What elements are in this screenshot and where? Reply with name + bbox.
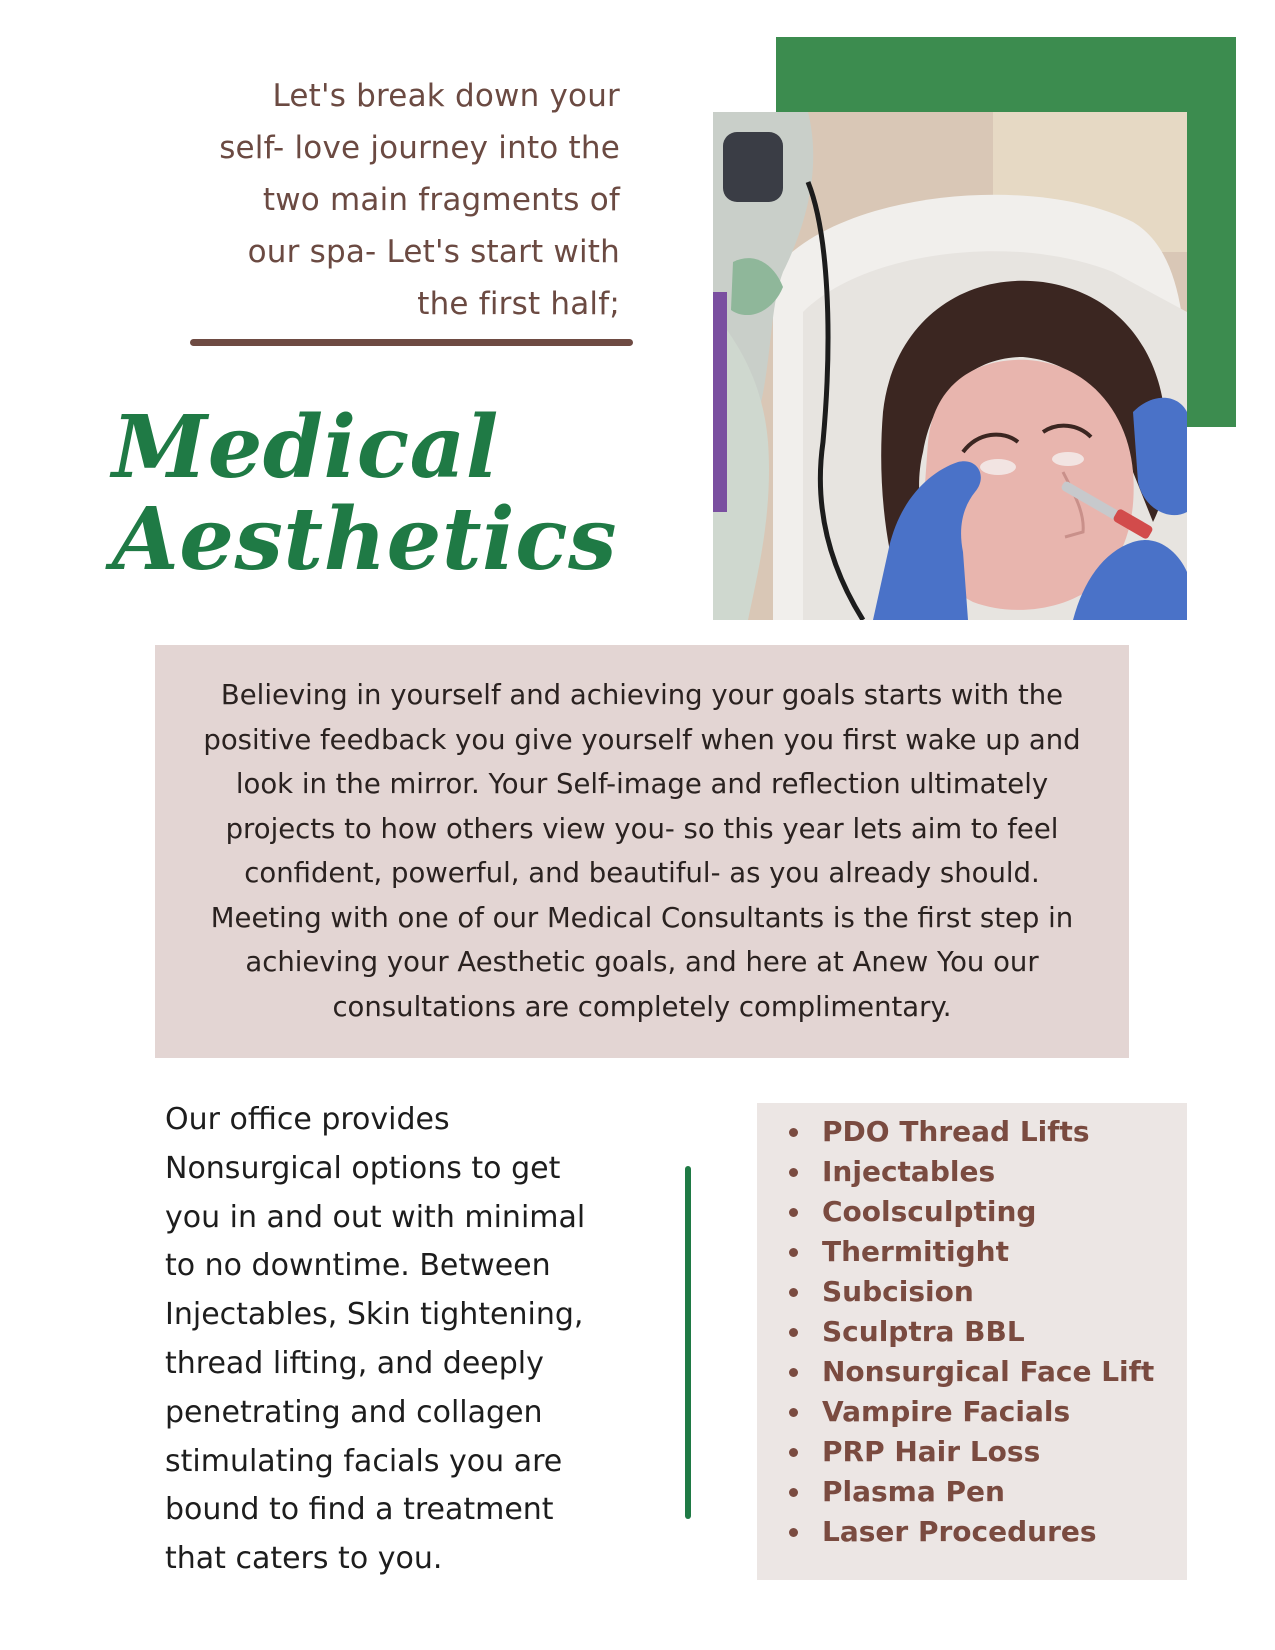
page-title	[112, 397, 618, 590]
philosophy-line: Believing in yourself and achieving your goals starts with the	[220, 679, 1064, 711]
intro-line: two main fragments of	[262, 182, 620, 218]
intro-line: self- love journey into the	[219, 130, 620, 166]
service-item: Nonsurgical Face Lift	[787, 1352, 1187, 1392]
office-line: Our office provides	[165, 1102, 450, 1137]
vertical-divider	[685, 1166, 691, 1519]
office-line: penetrating and collagen	[165, 1394, 543, 1430]
office-line: to no downtime. Between	[165, 1248, 551, 1284]
service-item: Vampire Facials	[787, 1392, 1187, 1432]
service-item: PRP Hair Loss	[787, 1432, 1187, 1472]
intro-line: the first half;	[417, 286, 620, 322]
philosophy-line: look in the mirror. Your Self-image and reflection ultimately	[235, 768, 1049, 800]
intro-line: Let's break down your	[272, 78, 620, 114]
services-list-box	[757, 1103, 1187, 1580]
service-item: Subcision	[787, 1272, 1187, 1312]
philosophy-line: confident, powerful, and beautiful- as you already should.	[244, 857, 1040, 889]
philosophy-line: projects to how others view you- so this year lets aim to feel	[225, 812, 1059, 845]
office-line: that caters to you.	[165, 1541, 443, 1577]
office-line: you in and out with minimal	[165, 1199, 586, 1235]
philosophy-line: positive feedback you give yourself when you first wake up and	[203, 723, 1081, 756]
service-item: PDO Thread Lifts	[787, 1112, 1187, 1152]
service-item: Thermitight	[787, 1232, 1187, 1272]
service-item: Plasma Pen	[787, 1472, 1187, 1512]
philosophy-line: Meeting with one of our Medical Consultants is the first step in	[210, 901, 1074, 934]
photo-illustration	[713, 112, 1187, 620]
office-line: Injectables, Skin tightening,	[165, 1297, 584, 1333]
title-line-2: Aesthetics	[112, 489, 618, 590]
services-list	[787, 1112, 1187, 1552]
intro-line: our spa- Let's start with	[247, 234, 620, 270]
title-line-1: Medical	[112, 397, 499, 498]
intro-text	[150, 70, 620, 330]
office-description	[165, 1096, 635, 1584]
philosophy-line: achieving your Aesthetic goals, and here at Anew You our	[245, 946, 1039, 978]
philosophy-text-box	[155, 645, 1129, 1058]
aesthetic-injection-photo	[713, 112, 1187, 620]
service-item: Sculptra BBL	[787, 1312, 1187, 1352]
office-line: stimulating facials you are	[165, 1443, 563, 1479]
philosophy-line: consultations are completely complimentary.	[332, 990, 952, 1023]
office-line: bound to find a treatment	[165, 1492, 554, 1528]
intro-divider	[190, 339, 633, 346]
office-line: thread lifting, and deeply	[165, 1345, 544, 1381]
service-item: Coolsculpting	[787, 1192, 1187, 1232]
service-item: Injectables	[787, 1152, 1187, 1192]
service-item: Laser Procedures	[787, 1512, 1187, 1552]
office-line: Nonsurgical options to get	[165, 1150, 561, 1186]
